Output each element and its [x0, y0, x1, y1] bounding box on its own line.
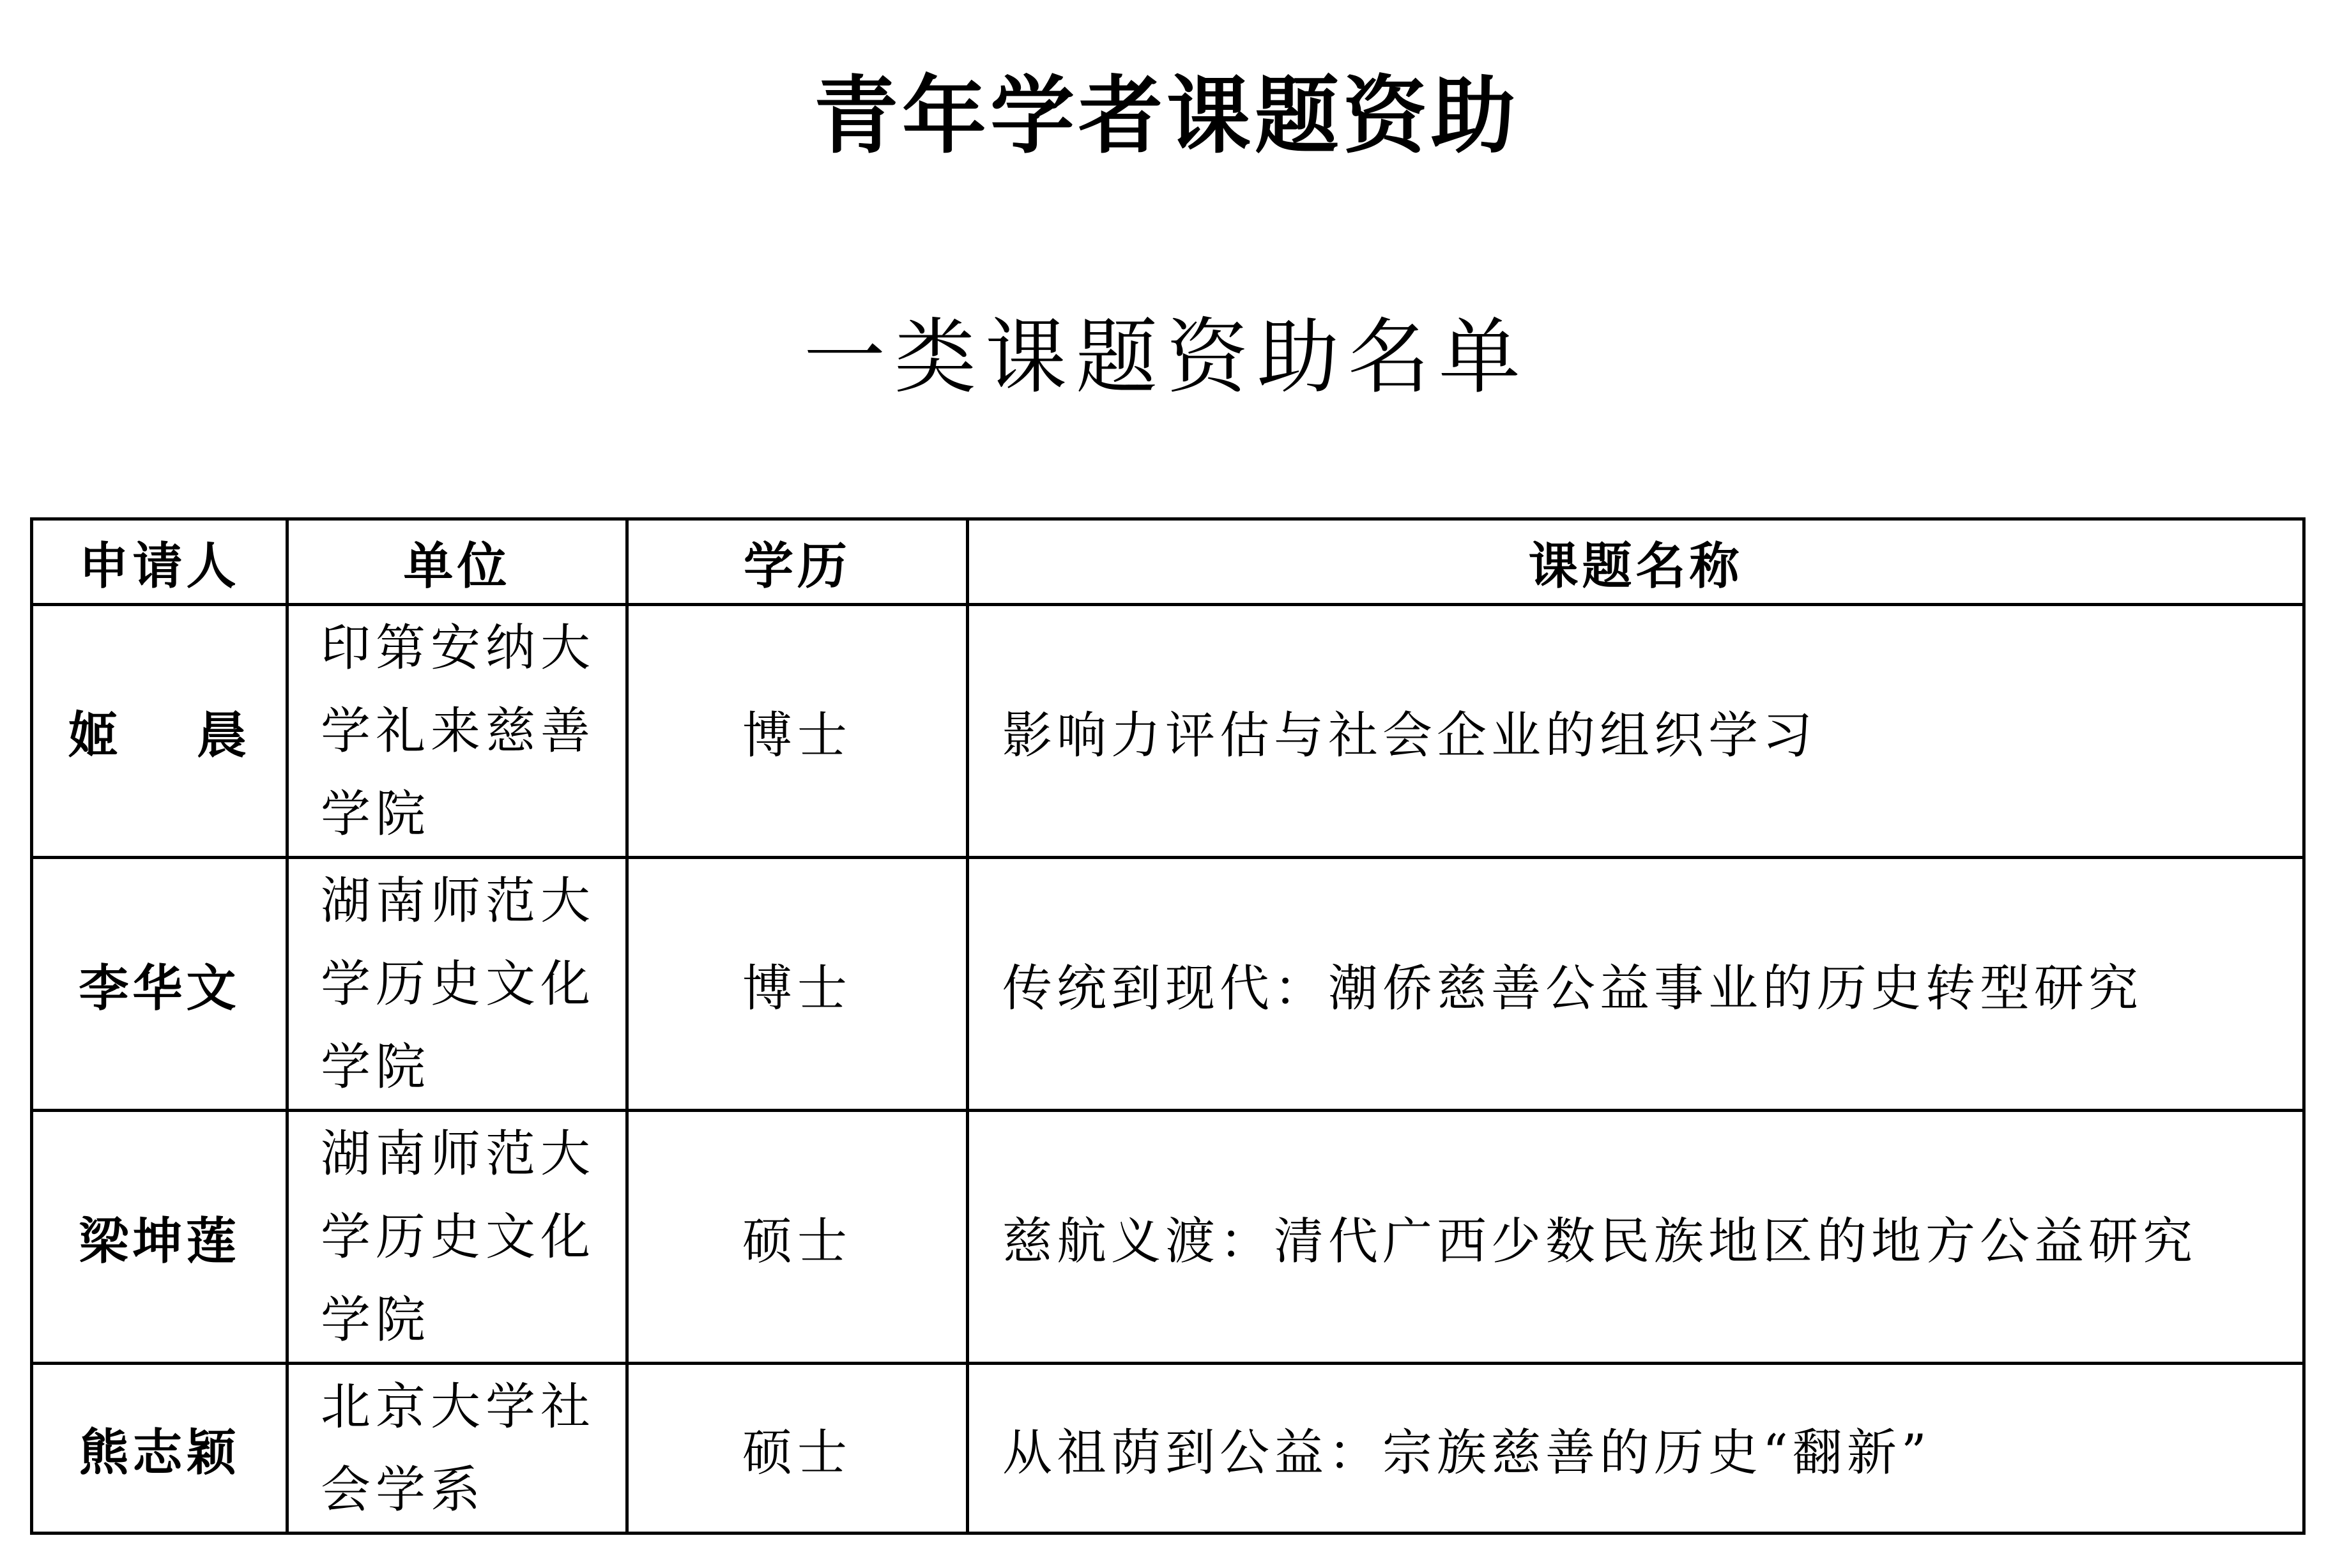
table-row [32, 858, 2304, 1111]
applicant-cell: 梁坤莲 [32, 1111, 287, 1364]
degree-cell: 硕士 [627, 1364, 968, 1534]
header-topic: 课题名称 [968, 519, 2304, 605]
table-row [32, 1364, 2304, 1534]
applicant-cell: 李华文 [32, 858, 287, 1111]
unit-cell: 印第安纳大学礼来慈善学院 [287, 605, 627, 858]
header-unit: 单位 [287, 519, 627, 605]
applicant-cell: 熊志颖 [32, 1364, 287, 1534]
applicant-cell: 姬 晨 [32, 605, 287, 858]
topic-cell: 影响力评估与社会企业的组织学习 [968, 605, 2304, 858]
grant-list-table [30, 517, 2306, 1535]
topic-cell: 慈航义渡：清代广西少数民族地区的地方公益研究 [968, 1111, 2304, 1364]
table-row [32, 1111, 2304, 1364]
topic-cell: 从祖荫到公益：宗族慈善的历史“翻新” [968, 1364, 2304, 1534]
table-row [32, 605, 2304, 858]
unit-cell: 湖南师范大学历史文化学院 [287, 858, 627, 1111]
degree-cell: 硕士 [627, 1111, 968, 1364]
degree-cell: 博士 [627, 605, 968, 858]
unit-cell: 湖南师范大学历史文化学院 [287, 1111, 627, 1364]
page-subtitle: 一类课题资助名单 [803, 310, 1529, 405]
topic-cell: 传统到现代：潮侨慈善公益事业的历史转型研究 [968, 858, 2304, 1111]
page-title: 青年学者课题资助 [814, 66, 1519, 165]
unit-cell: 北京大学社会学系 [287, 1364, 627, 1534]
degree-cell: 博士 [627, 858, 968, 1111]
header-applicant: 申请人 [32, 519, 287, 605]
table-header-row [32, 519, 2304, 605]
header-degree: 学历 [627, 519, 968, 605]
